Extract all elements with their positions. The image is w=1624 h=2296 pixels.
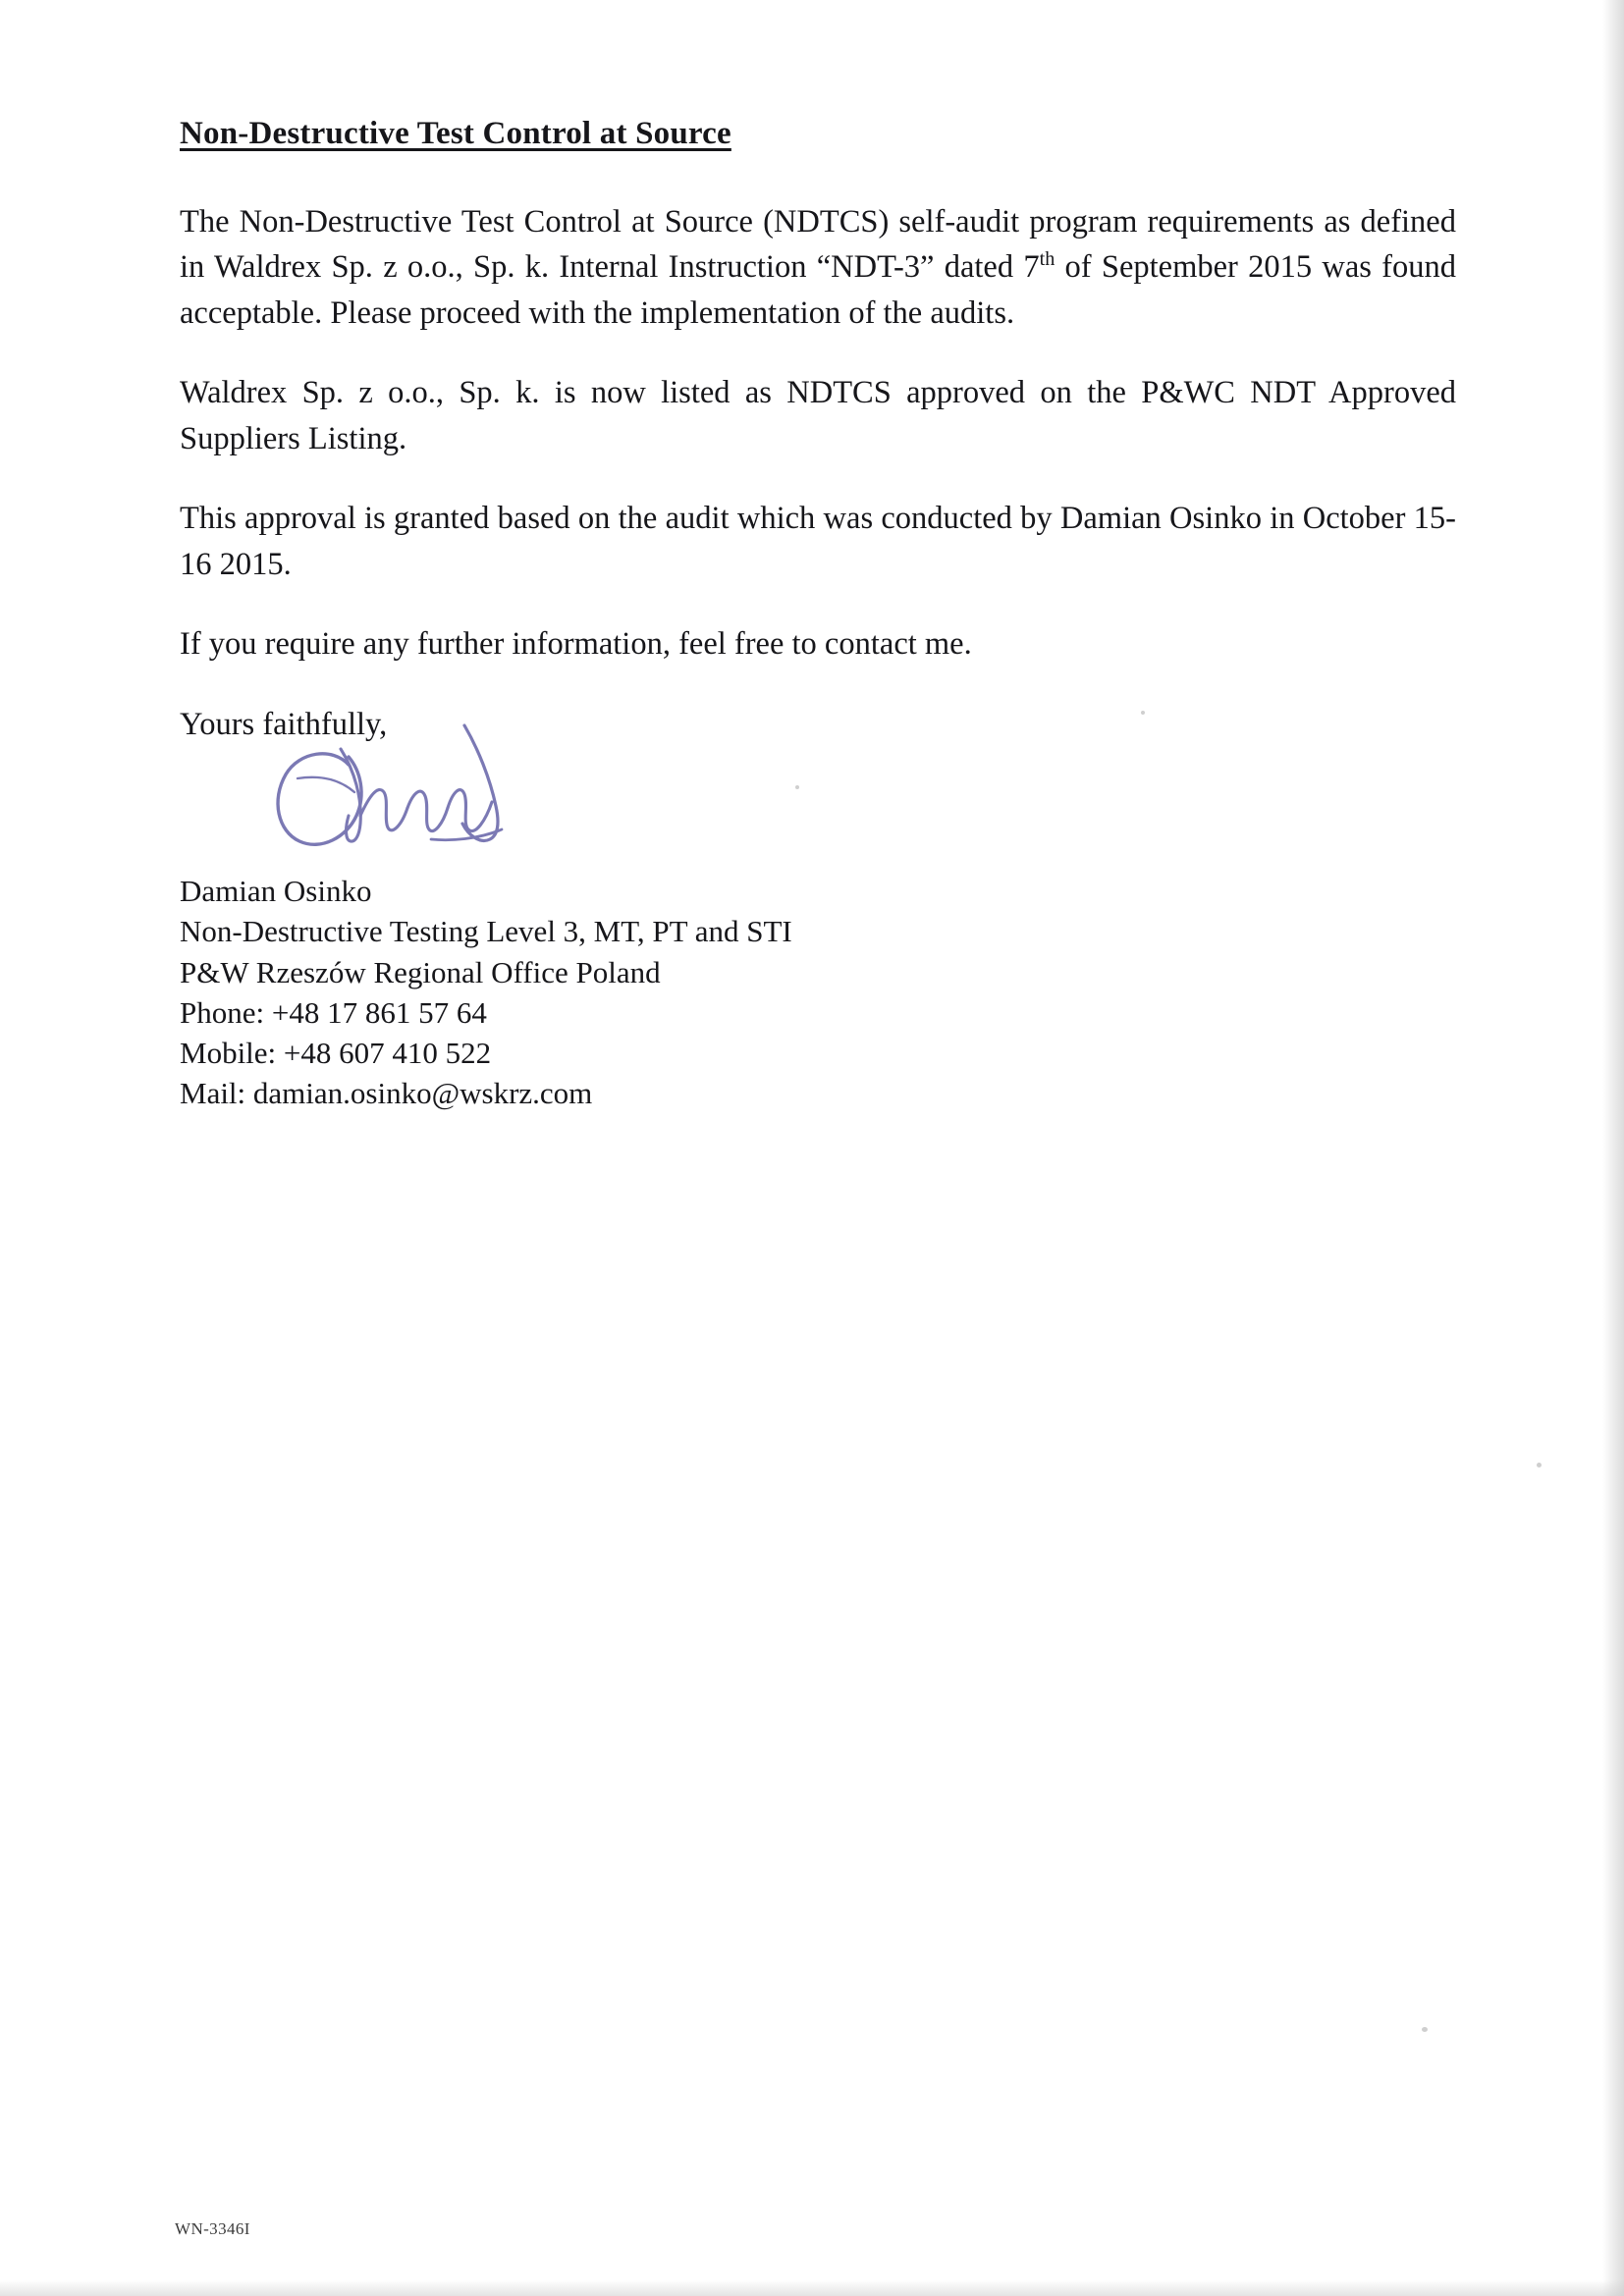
page-title: Non-Destructive Test Control at Source: [180, 116, 731, 151]
signatory-phone: Phone: +48 17 861 57 64: [180, 994, 487, 1030]
paragraph-intro-part1: The Non-Destructive Test Control at Source (NDTCS) self-audit program requirements as defined in Waldrex Sp. z o.o., Sp. k. Internal Instruction “NDT-3” dated 7: [180, 204, 1456, 286]
signatory-qualification: Non-Destructive Testing Level 3, MT, PT and STI: [180, 914, 792, 949]
signature-block: [180, 871, 1456, 1113]
ordinal-suffix: th: [1039, 248, 1056, 271]
scan-speck: [1422, 2027, 1428, 2032]
signatory-office: P&W Rzeszów Regional Office Poland: [180, 954, 661, 989]
scan-speck: [1537, 1463, 1542, 1468]
signatory-name: Damian Osinko: [180, 874, 372, 909]
letter-body: [180, 116, 1456, 1114]
signature-area: [239, 714, 631, 871]
paragraph-intro: [180, 199, 1456, 336]
signatory-mail: Mail: damian.osinko@wskrz.com: [180, 1076, 593, 1111]
handwritten-signature-icon: [239, 714, 572, 881]
paragraph-listing: Waldrex Sp. z o.o., Sp. k. is now listed as NDTCS approved on the P&WC NDT Approved Suppliers Listing.: [180, 375, 1456, 456]
scan-shadow-bottom: [0, 2280, 1624, 2296]
paragraph-intro-part2: of September 2015 was found acceptable. Please proceed with the implementation of the audits.: [180, 249, 1456, 331]
scan-shadow-right: [1602, 0, 1624, 2296]
paragraph-contact-offer: If you require any further information, feel free to contact me.: [180, 626, 972, 663]
closing-salutation: Yours faithfully,: [180, 706, 388, 742]
signatory-mobile: Mobile: +48 607 410 522: [180, 1036, 492, 1071]
paragraph-approval-basis: This approval is granted based on the audit which was conducted by Damian Osinko in October 15-16 2015.: [180, 501, 1456, 582]
footer-document-code: WN-3346I: [175, 2219, 250, 2238]
